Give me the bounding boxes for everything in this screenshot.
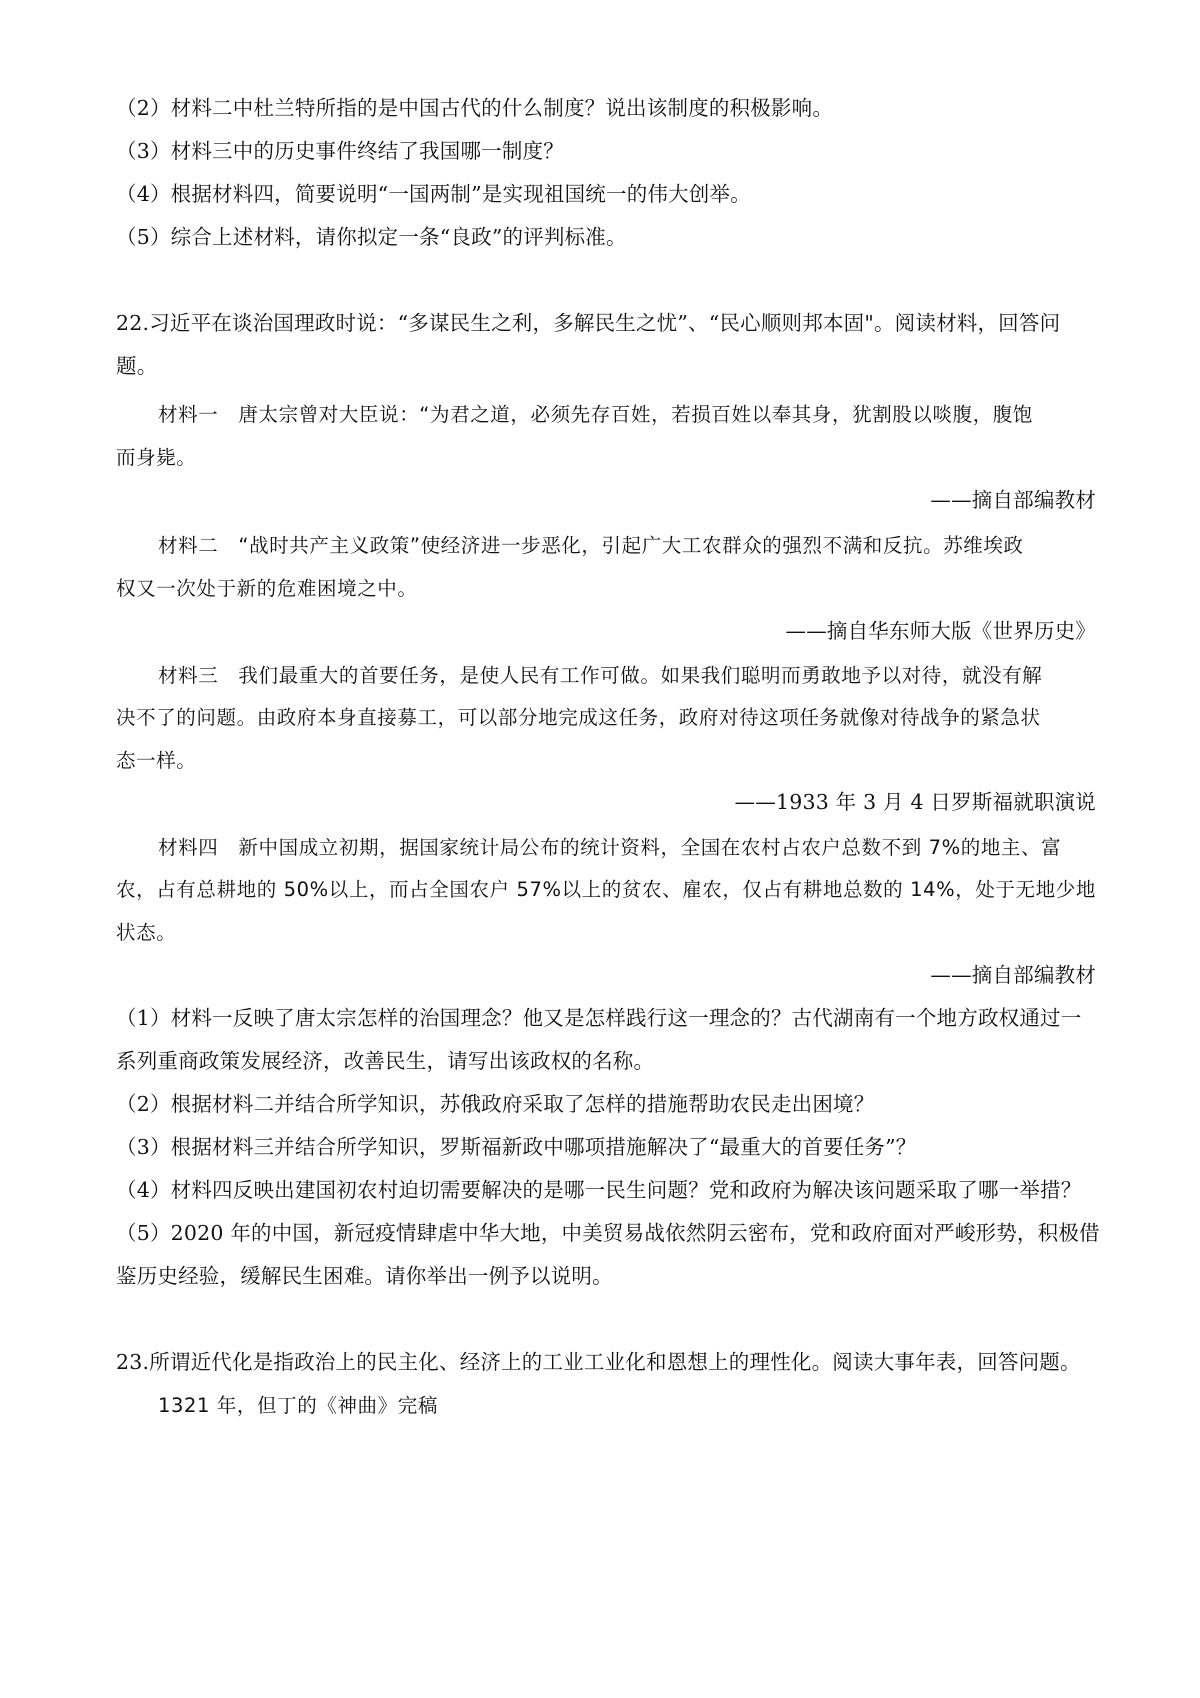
q22-material1-source: ——摘自部编教材 (930, 488, 1096, 512)
q23-stem: 23.所谓近代化是指政治上的民主化、经济上的工业工业化和恩想上的理性化。阅读大事年表，回答问题。 (116, 1350, 1081, 1374)
q22-material1-line1: 材料一 唐太宗曾对大臣说：“为君之道，必须先存百姓，若损百姓以奉其身，犹割股以啖腹，腹饱 (158, 403, 1034, 426)
q21-sub3: （3）材料三中的历史事件终结了我国哪一制度？ (116, 139, 564, 163)
q22-material4-line1: 材料四 新中国成立初期，据国家统计局公布的统计资料，全国在农村占农户总数不到 7%的地主、富 (158, 836, 1062, 859)
q23-event1: 1321 年，但丁的《神曲》完稿 (158, 1394, 438, 1417)
q22-sub5-line2: 鉴历史经验，缓解民生困难。请你举出一例予以说明。 (116, 1264, 613, 1288)
q21-sub5: （5）综合上述材料，请你拟定一条“良政”的评判标准。 (116, 225, 627, 249)
q22-sub1-line1: （1）材料一反映了唐太宗怎样的治国理念？他又是怎样践行这一理念的？古代湖南有一个地方政权通过一 (116, 1006, 1082, 1030)
q22-material4-line2: 农，占有总耕地的 50%以上，而占全国农户 57%以上的贫农、雇农，仅占有耕地总数的 14%，处于无地少地 (116, 878, 1096, 901)
q22-material1-line2: 而身毙。 (116, 446, 197, 469)
q22-material2-line2: 权又一次处于新的危难困境之中。 (116, 577, 418, 600)
q22-sub1-line2: 系列重商政策发展经济，改善民生，请写出该政权的名称。 (116, 1049, 655, 1073)
q22-material2-line1: 材料二 “战时共产主义政策”使经济进一步恶化，引起广大工农群众的强烈不满和反抗。苏维埃政 (158, 534, 1024, 557)
q22-material3-line2: 决不了的问题。由政府本身直接募工，可以部分地完成这任务，政府对待这项任务就像对待战争的紧急状 (116, 706, 1041, 729)
q22-sub4: （4）材料四反映出建国初农村迫切需要解决的是哪一民生问题？党和政府为解决该问题采取了哪一举措？ (116, 1178, 1082, 1202)
q22-sub2: （2）根据材料二并结合所学知识，苏俄政府采取了怎样的措施帮助农民走出困境？ (116, 1092, 875, 1116)
q22-stem-line1: 22.习近平在谈治国理政时说：“多谋民生之利，多解民生之忧”、“民心顺则邦本固"。阅读材料，回答问 (116, 311, 1061, 335)
q22-material3-line3: 态一样。 (116, 749, 197, 772)
q22-sub3: （3）根据材料三并结合所学知识，罗斯福新政中哪项措施解决了“最重大的首要任务”？ (116, 1135, 917, 1159)
q22-stem-line2: 题。 (116, 354, 158, 378)
q22-material3-line1: 材料三 我们最重大的首要任务，是使人民有工作可做。如果我们聪明而勇敢地予以对待，就没有解 (158, 664, 1043, 687)
q22-material3-source: ——1933 年 3 月 4 日罗斯福就职演说 (734, 790, 1096, 814)
q21-sub4: （4）根据材料四，简要说明“一国两制”是实现祖国统一的伟大创举。 (116, 182, 751, 206)
q21-sub2: （2）材料二中杜兰特所指的是中国古代的什么制度？说出该制度的积极影响。 (116, 96, 834, 120)
q22-material2-source: ——摘自华东师大版《世界历史》 (785, 619, 1096, 643)
q22-sub5-line1: （5）2020 年的中国，新冠疫情肆虐中华大地，中美贸易战依然阴云密布，党和政府面对严峻形势，积极借 (116, 1221, 1100, 1245)
q22-material4-source: ——摘自部编教材 (930, 963, 1096, 987)
q22-material4-line3: 状态。 (116, 921, 177, 944)
